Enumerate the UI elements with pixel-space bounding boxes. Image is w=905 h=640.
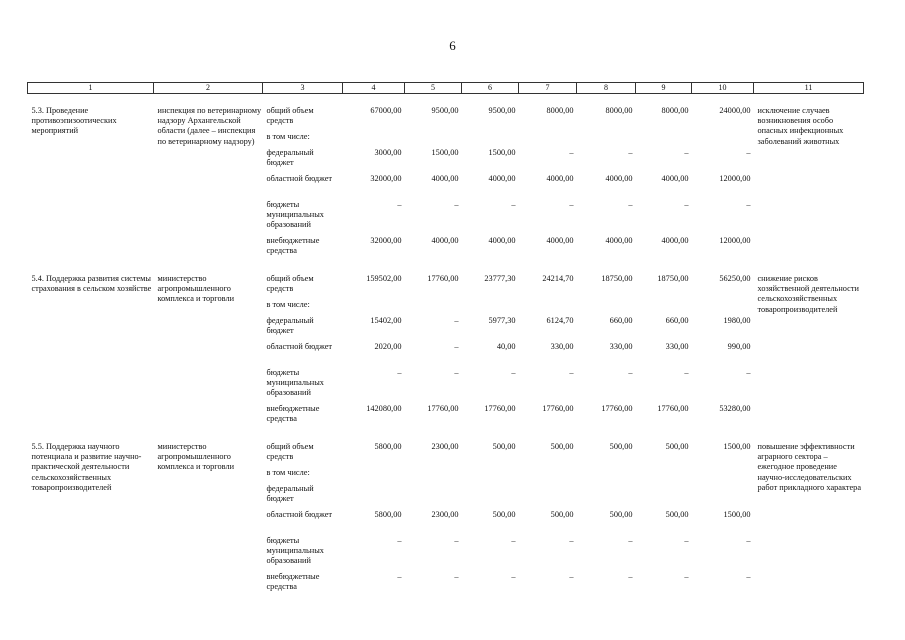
amount-cell	[577, 300, 636, 316]
amount-cell: 4000,00	[605, 174, 633, 183]
amount-cell: 500,00	[609, 510, 633, 519]
amount-cell: 32000,00	[370, 174, 402, 183]
amount-cell	[519, 300, 577, 316]
amount-cell: 500,00	[550, 442, 574, 451]
amount-cell: 32000,00	[370, 236, 402, 245]
amount-cell: –	[684, 536, 689, 545]
amount-cell: –	[454, 342, 459, 351]
table-row	[28, 106, 864, 132]
amount-cell: 500,00	[492, 442, 516, 451]
amount-cell: –	[511, 368, 516, 377]
funding-source: в том числе:	[266, 468, 310, 477]
amount-cell: 23777,30	[484, 274, 516, 283]
amount-cell: 4000,00	[431, 236, 459, 245]
amount-cell: 4000,00	[546, 174, 574, 183]
amount-cell: –	[454, 572, 459, 581]
amount-cell: 8000,00	[605, 106, 633, 115]
amount-cell: –	[454, 368, 459, 377]
funding-source: областной бюджет	[266, 342, 333, 351]
amount-cell: 6124,70	[546, 316, 574, 325]
amount-cell: –	[454, 316, 459, 325]
amount-cell	[405, 484, 462, 510]
amount-cell	[692, 132, 754, 148]
responsible-executor: инспекция по ветеринарному надзору Архангельской области (далее – инспекция по ветеринарному надзору)	[157, 106, 262, 146]
amount-cell: –	[397, 572, 402, 581]
column-number: 7	[519, 83, 577, 94]
expected-result: повышение эффективности аграрного сектора – ежегодное проведение научно-исследовательских работ прикладного характера	[757, 442, 862, 492]
amount-cell: –	[569, 200, 574, 209]
amount-cell: 17760,00	[427, 274, 459, 283]
amount-cell: 330,00	[550, 342, 574, 351]
column-number: 6	[462, 83, 519, 94]
amount-cell	[343, 132, 405, 148]
column-number: 3	[263, 83, 343, 94]
amount-cell: 17760,00	[601, 404, 633, 413]
amount-cell: 56250,00	[719, 274, 751, 283]
amount-cell: 2020,00	[374, 342, 402, 351]
measure-title: 5.4. Поддержка развития системы страхования в сельском хозяйстве	[31, 274, 152, 294]
funding-source: федеральный бюджет	[266, 148, 314, 168]
amount-cell	[405, 132, 462, 148]
amount-cell: 5800,00	[374, 510, 402, 519]
amount-cell: 159502,00	[366, 274, 402, 283]
funding-source: внебюджетные средства	[266, 404, 320, 424]
amount-cell: 24000,00	[719, 106, 751, 115]
amount-cell: –	[684, 572, 689, 581]
measure-title: 5.3. Проведение противоэпизоотических мероприятий	[31, 106, 117, 136]
amount-cell: 1500,00	[723, 510, 751, 519]
funding-source: бюджеты муниципальных образований	[266, 536, 324, 566]
amount-cell	[405, 300, 462, 316]
amount-cell: 1500,00	[723, 442, 751, 451]
amount-cell: 2300,00	[431, 442, 459, 451]
amount-cell: –	[684, 200, 689, 209]
amount-cell: –	[746, 200, 751, 209]
funding-source: областной бюджет	[266, 174, 333, 183]
amount-cell: 17760,00	[427, 404, 459, 413]
page-number: 6	[449, 38, 456, 53]
amount-cell	[462, 300, 519, 316]
responsible-executor: министерство агропромышленного комплекса и торговли	[157, 442, 235, 472]
amount-cell	[577, 484, 636, 510]
amount-cell: 500,00	[609, 442, 633, 451]
amount-cell: 17760,00	[657, 404, 689, 413]
amount-cell: 3000,00	[374, 148, 402, 157]
amount-cell: 15402,00	[370, 316, 402, 325]
amount-cell: 18750,00	[657, 274, 689, 283]
column-number-row	[28, 83, 864, 94]
amount-cell	[636, 468, 692, 484]
amount-cell	[692, 300, 754, 316]
amount-cell: –	[397, 200, 402, 209]
amount-cell: –	[628, 368, 633, 377]
table-row	[28, 274, 864, 300]
amount-cell: 4000,00	[605, 236, 633, 245]
amount-cell: 4000,00	[431, 174, 459, 183]
amount-cell: 330,00	[665, 342, 689, 351]
amount-cell	[519, 484, 577, 510]
amount-cell: 5977,30	[488, 316, 516, 325]
column-number: 11	[754, 83, 864, 94]
amount-cell: –	[684, 368, 689, 377]
amount-cell: 53280,00	[719, 404, 751, 413]
amount-cell: –	[569, 572, 574, 581]
amount-cell	[636, 484, 692, 510]
amount-cell: 1500,00	[488, 148, 516, 157]
amount-cell: 9500,00	[431, 106, 459, 115]
amount-cell: 500,00	[492, 510, 516, 519]
expected-result: исключение случаев возникновения особо опасных инфекционных заболеваний животных	[757, 106, 844, 146]
expected-result: снижение рисков хозяйственной деятельности сельскохозяйственных товаропроизводителей	[757, 274, 859, 314]
funding-source: областной бюджет	[266, 510, 333, 519]
amount-cell: –	[746, 368, 751, 377]
amount-cell: 17760,00	[484, 404, 516, 413]
amount-cell: 12000,00	[719, 236, 751, 245]
funding-source: федеральный бюджет	[266, 316, 314, 336]
amount-cell: –	[569, 368, 574, 377]
column-number: 1	[28, 83, 154, 94]
amount-cell	[577, 132, 636, 148]
column-number: 2	[154, 83, 263, 94]
amount-cell: 660,00	[665, 316, 689, 325]
amount-cell	[692, 468, 754, 484]
amount-cell: –	[684, 148, 689, 157]
amount-cell: 1500,00	[431, 148, 459, 157]
amount-cell	[343, 468, 405, 484]
amount-cell: 67000,00	[370, 106, 402, 115]
column-number: 9	[636, 83, 692, 94]
amount-cell: 40,00	[496, 342, 516, 351]
amount-cell	[405, 468, 462, 484]
amount-cell: –	[628, 148, 633, 157]
amount-cell: –	[746, 572, 751, 581]
amount-cell	[462, 468, 519, 484]
amount-cell: 4000,00	[488, 174, 516, 183]
amount-cell: 17760,00	[542, 404, 574, 413]
amount-cell: 4000,00	[546, 236, 574, 245]
amount-cell: 12000,00	[719, 174, 751, 183]
amount-cell: –	[397, 536, 402, 545]
amount-cell: 500,00	[665, 510, 689, 519]
amount-cell: 500,00	[550, 510, 574, 519]
amount-cell: –	[628, 536, 633, 545]
amount-cell: 330,00	[609, 342, 633, 351]
amount-cell: 8000,00	[661, 106, 689, 115]
measure-title: 5.5. Поддержка научного потенциала и развитие научно-практической деятельности сельскохозяйственных товаропроизводителей	[31, 442, 142, 492]
amount-cell	[343, 300, 405, 316]
amount-cell: –	[454, 536, 459, 545]
amount-cell	[462, 484, 519, 510]
funding-source: общий объем средств	[266, 106, 314, 126]
amount-cell: 4000,00	[488, 236, 516, 245]
table-row	[28, 442, 864, 468]
funding-source: в том числе:	[266, 300, 310, 309]
amount-cell: 4000,00	[661, 174, 689, 183]
amount-cell: 8000,00	[546, 106, 574, 115]
amount-cell: –	[454, 200, 459, 209]
funding-source: бюджеты муниципальных образований	[266, 368, 324, 398]
column-number: 10	[692, 83, 754, 94]
budget-table	[27, 82, 864, 598]
funding-source: бюджеты муниципальных образований	[266, 200, 324, 230]
funding-source: общий объем средств	[266, 274, 314, 294]
amount-cell	[343, 484, 405, 510]
amount-cell	[577, 468, 636, 484]
amount-cell: 4000,00	[661, 236, 689, 245]
amount-cell	[519, 132, 577, 148]
amount-cell: –	[628, 200, 633, 209]
column-number: 8	[577, 83, 636, 94]
amount-cell: 990,00	[727, 342, 751, 351]
amount-cell: –	[746, 148, 751, 157]
amount-cell	[636, 300, 692, 316]
amount-cell	[519, 468, 577, 484]
amount-cell: 24214,70	[542, 274, 574, 283]
amount-cell: 660,00	[609, 316, 633, 325]
amount-cell: 500,00	[665, 442, 689, 451]
amount-cell: –	[746, 536, 751, 545]
column-number: 4	[343, 83, 405, 94]
funding-source: в том числе:	[266, 132, 310, 141]
amount-cell: –	[569, 148, 574, 157]
amount-cell: 1980,00	[723, 316, 751, 325]
funding-source: внебюджетные средства	[266, 572, 320, 592]
responsible-executor: министерство агропромышленного комплекса и торговли	[157, 274, 235, 304]
amount-cell	[692, 484, 754, 510]
amount-cell: –	[569, 536, 574, 545]
amount-cell: 2300,00	[431, 510, 459, 519]
amount-cell: 18750,00	[601, 274, 633, 283]
amount-cell: –	[511, 536, 516, 545]
funding-source: внебюджетные средства	[266, 236, 320, 256]
amount-cell: 5800,00	[374, 442, 402, 451]
amount-cell: –	[511, 200, 516, 209]
amount-cell: 142080,00	[366, 404, 402, 413]
amount-cell	[462, 132, 519, 148]
funding-source: общий объем средств	[266, 442, 314, 462]
amount-cell: –	[397, 368, 402, 377]
funding-source: федеральный бюджет	[266, 484, 314, 504]
amount-cell: 9500,00	[488, 106, 516, 115]
amount-cell	[636, 132, 692, 148]
column-number: 5	[405, 83, 462, 94]
amount-cell: –	[511, 572, 516, 581]
amount-cell: –	[628, 572, 633, 581]
